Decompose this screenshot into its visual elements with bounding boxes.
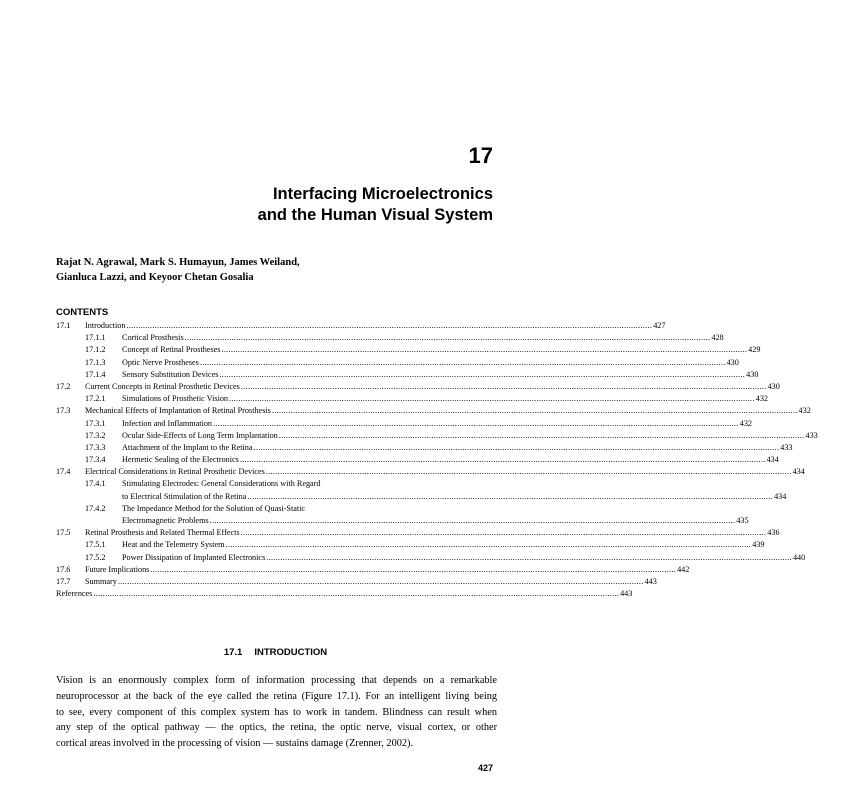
toc-entry-page: 433	[805, 430, 818, 440]
toc-entry	[56, 478, 497, 490]
section-title: INTRODUCTION	[254, 647, 328, 658]
toc-entry-page: 434	[792, 467, 805, 477]
chapter-number: 17	[468, 143, 493, 168]
body-line: neuroprocessor at the back of the eye called the retina (Figure 17.1). For an intelligent living being	[56, 690, 497, 702]
section-number: 17.1	[223, 647, 243, 658]
toc-entry	[56, 466, 805, 478]
toc-leader-dots	[266, 466, 792, 478]
toc-leader-dots	[185, 332, 711, 344]
toc-entry-title: Heat and the Telemetry System	[122, 540, 225, 550]
toc-entry-title: Introduction	[85, 321, 126, 330]
toc-entry-title: Summary	[85, 576, 117, 586]
toc-entry-title: Attachment of the Implant to the Retina	[122, 442, 253, 452]
toc-entry-page: 429	[748, 345, 761, 355]
chapter-title-line: and the Human Visual System	[257, 206, 493, 224]
toc-entry-page: 432	[798, 406, 811, 416]
toc-entry-title: Concept of Retinal Prostheses	[122, 345, 221, 355]
toc-entry	[56, 539, 765, 551]
toc-entry-number: 17.7	[56, 576, 71, 586]
toc-leader-dots	[241, 381, 767, 393]
toc-leader-dots	[226, 539, 752, 551]
toc-entry-page: 443	[620, 589, 633, 599]
toc-entry-title: to Electrical Stimulation of the Retina	[122, 491, 247, 501]
toc-entry-number: 17.1.1	[85, 333, 106, 343]
toc-leader-dots	[126, 320, 652, 332]
section-heading	[0, 647, 551, 658]
toc-entry	[56, 454, 779, 466]
toc-leader-dots	[266, 552, 792, 564]
toc-entry	[56, 369, 759, 381]
toc-leader-dots	[210, 515, 736, 527]
toc-entry-page: 432	[755, 394, 769, 404]
toc-entry	[56, 393, 769, 405]
contents-heading: CONTENTS	[56, 307, 109, 318]
toc-leader-dots	[221, 344, 747, 356]
toc-entry-number: 17.5	[56, 528, 71, 538]
toc-entry	[56, 430, 818, 442]
toc-entry-number: 17.3	[56, 406, 71, 416]
toc-leader-dots	[118, 576, 644, 588]
toc-entry-title: References	[56, 589, 93, 599]
toc-entry-title: Mechanical Effects of Implantation of Retinal Prosthesis	[85, 406, 271, 416]
toc-entry-title: Simulations of Prosthetic Vision	[122, 394, 229, 404]
toc-entry-page: 440	[792, 552, 806, 562]
toc-entry-title: Power Dissipation of Implanted Electronics	[122, 552, 266, 562]
toc-entry	[56, 552, 806, 564]
toc-entry-page: 430	[746, 369, 759, 379]
toc-entry-page: 439	[752, 540, 765, 550]
chapter-title	[258, 184, 493, 226]
toc-entry-page: 435	[736, 516, 749, 525]
toc-leader-dots	[229, 393, 755, 405]
toc-entry-number: 17.4.2	[85, 503, 106, 513]
toc-entry-number: 17.5.2	[85, 552, 106, 562]
toc-entry-title: Electromagnetic Problems	[122, 516, 209, 525]
toc-entry-number: 17.4.1	[85, 479, 106, 489]
toc-entry-title: Stimulating Electrodes: General Considerations with Regard	[122, 479, 321, 489]
body-paragraph	[56, 673, 497, 752]
body-line: any step of the optical pathway — the optics, the retina, the optic nerve, visual cortex, or other	[56, 722, 497, 734]
toc-entry	[56, 320, 666, 332]
toc-entry-title: The Impedance Method for the Solution of Quasi-Static	[122, 503, 306, 513]
body-line: to see, every component of this complex system has to work in tandem. Blindness can result when	[56, 706, 497, 718]
toc-leader-dots	[247, 491, 773, 503]
toc-entry-number: 17.1	[56, 321, 71, 330]
toc-entry-number: 17.2	[56, 381, 71, 391]
toc-entry-title: Infection and Inflammation	[122, 418, 213, 428]
toc-entry-page: 434	[766, 455, 779, 465]
toc-entry-number: 17.3.1	[85, 418, 106, 428]
toc-leader-dots	[272, 405, 798, 417]
page-number: 427	[477, 763, 493, 773]
toc-entry-page: 430	[726, 357, 739, 367]
toc-entry	[56, 527, 780, 539]
toc-entry	[56, 588, 633, 600]
toc-entry-title: Retinal Prosthesis and Related Thermal Effects	[85, 528, 240, 538]
toc-entry-number: 17.5.1	[85, 540, 106, 550]
toc-entry-title: Electrical Considerations in Retinal Prosthetic Devices	[85, 467, 265, 477]
toc-entry-page: 436	[767, 528, 780, 538]
toc-entry-page: 443	[644, 576, 657, 586]
author-line: Gianluca Lazzi, and Keyoor Chetan Gosalia	[56, 272, 254, 283]
toc-leader-dots	[241, 527, 767, 539]
toc-entry-page: 432	[739, 418, 753, 428]
toc-entry	[56, 344, 761, 356]
toc-entry-page: 433	[780, 442, 793, 452]
body-line: Vision is an enormously complex form of information processing that depends on a remarkable	[56, 675, 497, 686]
toc-leader-dots	[200, 357, 726, 369]
toc-entry-title: Hermetic Sealing of the Electronics	[122, 455, 239, 465]
toc-entry	[56, 405, 811, 417]
toc-entry	[56, 332, 724, 344]
toc-entry	[56, 381, 780, 393]
toc-entry-title: Cortical Prosthesis	[122, 333, 184, 343]
toc-leader-dots	[150, 564, 676, 576]
toc-leader-dots	[213, 418, 739, 430]
toc-leader-dots	[254, 442, 780, 454]
toc-entry	[56, 503, 497, 515]
toc-entry	[56, 442, 793, 454]
toc-entry-title: Optic Nerve Prostheses	[122, 357, 199, 367]
toc-leader-dots	[93, 588, 619, 600]
toc-entry-number: 17.2.1	[85, 394, 106, 404]
toc-entry-number: 17.1.4	[85, 369, 106, 379]
toc-leader-dots	[219, 369, 745, 381]
toc-entry-page: 442	[677, 564, 690, 574]
table-of-contents	[56, 320, 818, 600]
toc-entry-title: Current Concepts in Retinal Prosthetic Devices	[85, 381, 240, 391]
author-line: Rajat N. Agrawal, Mark S. Humayun, James Weiland,	[56, 257, 300, 268]
toc-leader-dots	[279, 430, 805, 442]
toc-leader-dots	[240, 454, 766, 466]
toc-entry	[56, 515, 749, 527]
toc-entry-number: 17.3.3	[85, 442, 106, 452]
toc-entry-number: 17.6	[56, 564, 71, 574]
toc-entry-page: 434	[774, 491, 787, 501]
toc-entry	[56, 357, 739, 369]
toc-entry-page: 427	[653, 321, 666, 330]
toc-entry	[56, 491, 787, 503]
toc-entry-number: 17.1.3	[85, 357, 106, 367]
toc-entry-title: Ocular Side-Effects of Long Term Implantation	[122, 430, 278, 440]
chapter-title-line: Interfacing Microelectronics	[272, 185, 493, 203]
toc-entry-number: 17.4	[56, 467, 71, 477]
toc-entry	[56, 564, 690, 576]
toc-entry	[56, 576, 657, 588]
toc-entry	[56, 418, 753, 430]
toc-entry-title: Sensory Substitution Devices	[122, 369, 219, 379]
toc-entry-number: 17.3.4	[85, 455, 106, 465]
body-line: cortical areas involved in the processing of vision — sustains damage (Zrenner, 2002).	[56, 738, 414, 750]
toc-entry-page: 428	[711, 333, 724, 343]
toc-entry-number: 17.1.2	[85, 345, 106, 355]
toc-entry-number: 17.3.2	[85, 430, 106, 440]
author-list	[56, 255, 300, 285]
toc-entry-title: Future Implications	[85, 564, 150, 574]
toc-entry-page: 430	[767, 381, 780, 391]
